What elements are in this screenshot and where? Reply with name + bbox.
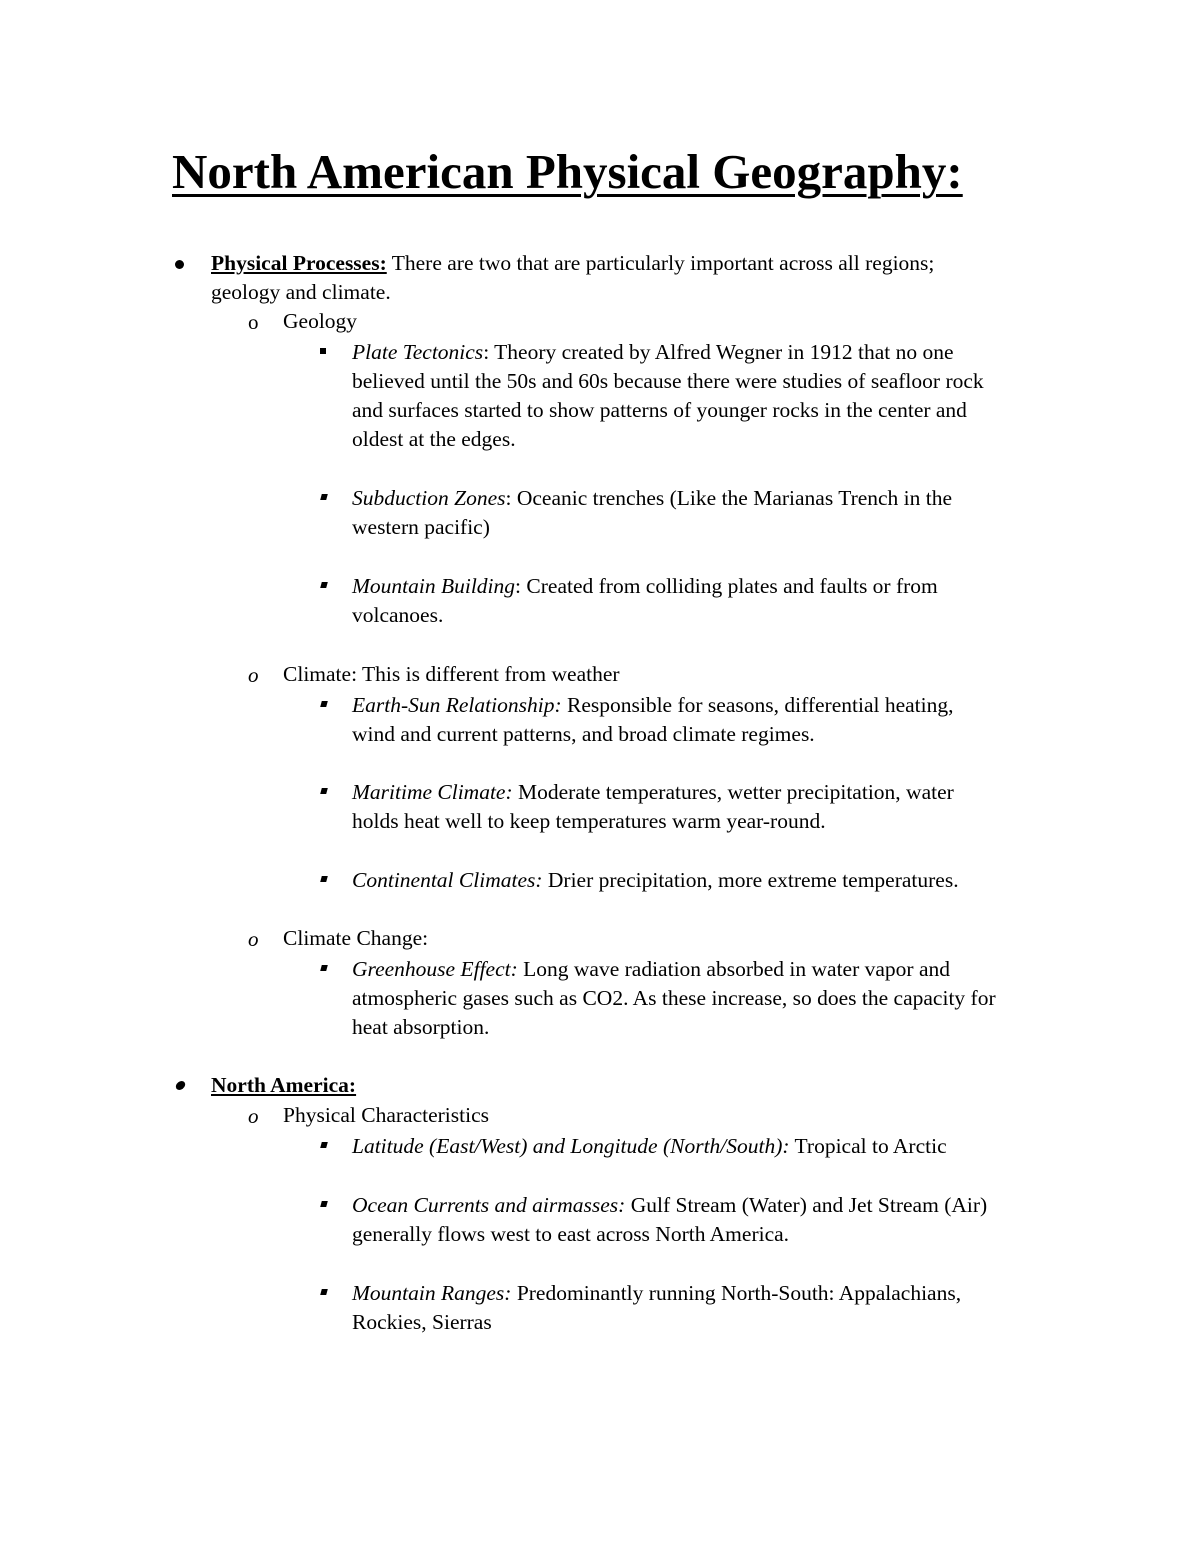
maritime-label: Maritime Climate: <box>352 780 513 804</box>
latitude-text: Tropical to Arctic <box>789 1134 947 1158</box>
continental-text: Drier precipitation, more extreme temperatures. <box>542 868 959 892</box>
bullet-circle-icon: o <box>248 663 259 687</box>
greenhouse-label: Greenhouse Effect: <box>352 957 518 981</box>
subduction-zones-label: Subduction Zones <box>352 486 506 510</box>
climate-heading: Climate: This is different from weather <box>283 662 620 686</box>
plate-tectonics-line2: believed until the 50s and 60s because there were studies of seafloor rock <box>352 369 984 393</box>
bullet-square-icon <box>320 348 326 354</box>
bullet-square-icon <box>320 788 328 794</box>
climate-change-heading: Climate Change: <box>283 926 429 950</box>
north-america-line <box>211 1071 356 1101</box>
greenhouse-text: Long wave radiation absorbed in water vapor and <box>517 957 951 981</box>
mountain-building-text: : Created from colliding plates and faults or from <box>515 574 938 598</box>
bullet-square-icon <box>320 1289 328 1295</box>
mountain-ranges-line1 <box>352 1279 961 1309</box>
subduction-zones-line2: western pacific) <box>352 515 490 539</box>
page-title: North American Physical Geography: <box>172 144 963 199</box>
earth-sun-line2: wind and current patterns, and broad climate regimes. <box>352 722 815 746</box>
subduction-zones-text: : Oceanic trenches (Like the Marianas Trench in the <box>505 486 953 510</box>
physical-processes-line1 <box>211 249 934 279</box>
latitude-line1 <box>352 1132 947 1162</box>
mountain-ranges-label: Mountain Ranges: <box>352 1281 512 1305</box>
bullet-circle-icon: o <box>248 1104 259 1128</box>
north-america-label: North America: <box>211 1073 357 1097</box>
ocean-currents-line1 <box>352 1191 987 1221</box>
continental-label: Continental Climates: <box>352 868 543 892</box>
bullet-circle-icon: o <box>248 927 259 951</box>
earth-sun-label: Earth-Sun Relationship: <box>352 693 562 717</box>
maritime-line2: holds heat well to keep temperatures warm year-round. <box>352 809 826 833</box>
bullet-circle-icon: o <box>248 310 259 334</box>
ocean-currents-label: Ocean Currents and airmasses: <box>352 1193 626 1217</box>
mountain-ranges-text: Predominantly running North-South: Appalachians, <box>511 1281 962 1305</box>
greenhouse-line3: heat absorption. <box>352 1015 490 1039</box>
plate-tectonics-line4: oldest at the edges. <box>352 427 516 451</box>
greenhouse-line1 <box>352 955 950 985</box>
earth-sun-line1 <box>352 691 954 721</box>
bullet-square-icon <box>320 1142 328 1148</box>
ocean-currents-line2: generally flows west to east across North America. <box>352 1222 790 1246</box>
bullet-disc-icon <box>175 260 184 269</box>
earth-sun-text: Responsible for seasons, differential heating, <box>561 693 954 717</box>
mountain-building-line2: volcanoes. <box>352 603 444 627</box>
mountain-building-label: Mountain Building <box>352 574 516 598</box>
ocean-currents-text: Gulf Stream (Water) and Jet Stream (Air) <box>625 1193 988 1217</box>
continental-line1 <box>352 866 959 896</box>
physical-processes-label: Physical Processes: <box>211 251 387 275</box>
plate-tectonics-text: : Theory created by Alfred Wegner in 1912 that no one <box>483 340 954 364</box>
bullet-square-icon <box>320 1201 328 1207</box>
mountain-building-line1 <box>352 572 938 602</box>
latitude-label: Latitude (East/West) and Longitude (North/South): <box>352 1134 790 1158</box>
physical-characteristics-heading: Physical Characteristics <box>283 1103 489 1127</box>
physical-processes-text: There are two that are particularly important across all regions; <box>386 251 935 275</box>
bullet-disc-icon <box>175 1081 186 1090</box>
bullet-square-icon <box>320 965 328 971</box>
bullet-square-icon <box>320 876 328 882</box>
mountain-ranges-line2: Rockies, Sierras <box>352 1310 492 1334</box>
bullet-square-icon <box>320 701 328 707</box>
bullet-square-icon <box>320 494 328 500</box>
physical-processes-line2: geology and climate. <box>211 280 391 304</box>
plate-tectonics-line3: and surfaces started to show patterns of younger rocks in the center and <box>352 398 967 422</box>
maritime-line1 <box>352 778 954 808</box>
plate-tectonics-label: Plate Tectonics <box>352 340 484 364</box>
subduction-zones-line1 <box>352 484 952 514</box>
geology-heading: Geology <box>283 309 358 333</box>
greenhouse-line2: atmospheric gases such as CO2. As these increase, so does the capacity for <box>352 986 996 1010</box>
plate-tectonics-line1 <box>352 338 954 368</box>
bullet-square-icon <box>320 582 328 588</box>
maritime-text: Moderate temperatures, wetter precipitation, water <box>512 780 954 804</box>
